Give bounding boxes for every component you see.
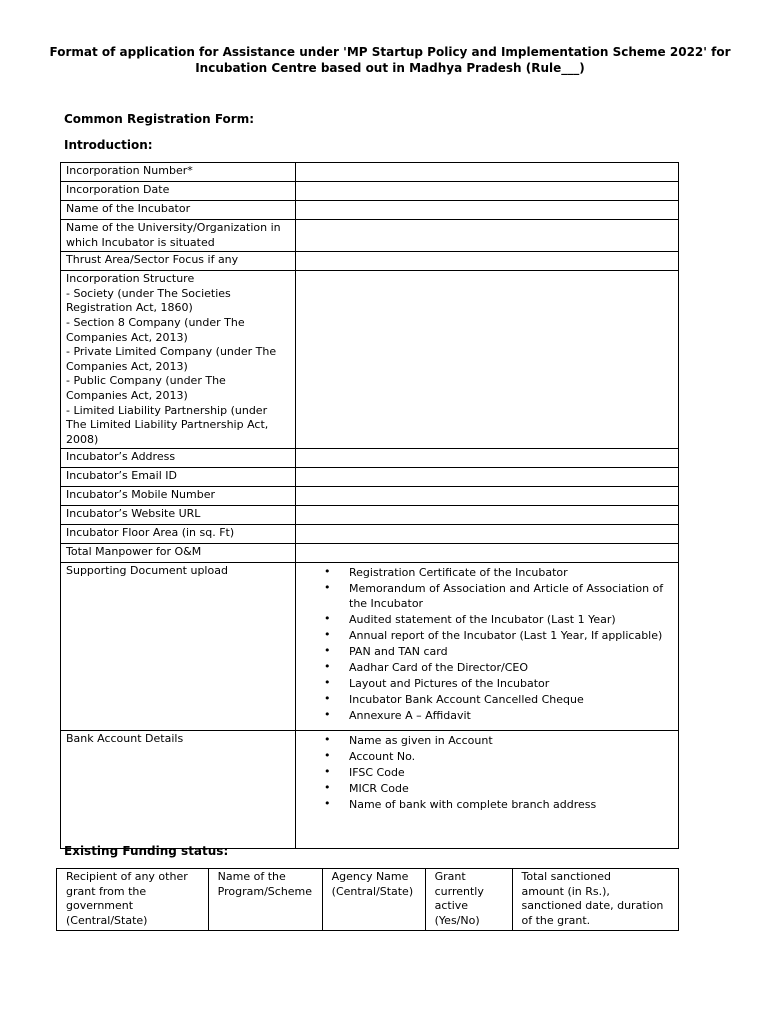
field-label: Incubator’s Address [61, 449, 296, 468]
funding-status-table [56, 868, 679, 931]
list-item-line: • Name as given in Account [349, 733, 493, 747]
field-label: Bank Account Details [61, 731, 296, 849]
column-header-line: Recipient of any other [66, 870, 188, 883]
list-item-line: • Annual report of the Incubator (Last 1 Year, If applicable) [349, 628, 663, 642]
field-label [61, 271, 296, 449]
list-item-line: • Name of bank with complete branch address [349, 797, 597, 811]
column-header-line: Total sanctioned [521, 870, 611, 883]
field-label-line: 2008) [66, 432, 99, 446]
field-label-line: The Limited Liability Partnership Act, [66, 418, 269, 432]
field-value-cell[interactable] [296, 525, 679, 544]
field-value-cell[interactable] [296, 468, 679, 487]
list-item [349, 564, 673, 580]
column-header-line: (Central/State) [66, 913, 148, 927]
field-value-cell[interactable] [296, 271, 679, 449]
column-header-line: of the grant. [521, 913, 591, 927]
title-line-2: Incubation Centre based out in Madhya Pradesh (Rule___) [195, 61, 585, 75]
table-row [61, 506, 679, 525]
table-row [61, 487, 679, 506]
list-item-line: the Incubator [349, 596, 424, 610]
list-item-line: • Layout and Pictures of the Incubator [349, 676, 550, 690]
field-label: Incubator’s Email ID [61, 468, 296, 487]
field-label: Incubator Floor Area (in sq. Ft) [61, 525, 296, 544]
field-value-cell[interactable] [296, 544, 679, 563]
column-header-line: (Central/State) [331, 884, 414, 898]
list-item-line: • MICR Code [349, 781, 409, 795]
list-item-line: • IFSC Code [349, 765, 405, 779]
list-item-line: • Account No. [349, 749, 416, 763]
field-label: Incubator’s Website URL [61, 506, 296, 525]
column-header-line: Program/Scheme [217, 884, 313, 898]
list-item-line: • Audited statement of the Incubator (Last 1 Year) [349, 612, 616, 626]
column-header-line: sanctioned date, duration [521, 899, 664, 913]
column-header-line: active [434, 899, 469, 913]
list-item [349, 643, 673, 659]
column-header [208, 869, 322, 931]
field-label-line: Companies Act, 2013) [66, 388, 188, 402]
field-label-line: Companies Act, 2013) [66, 330, 188, 344]
table-row [61, 220, 679, 252]
column-header-line: Name of the [217, 870, 286, 883]
table-row [61, 182, 679, 201]
list-item [349, 659, 673, 675]
field-label-line: - Public Company (under The [66, 374, 226, 388]
introduction-table [60, 162, 679, 849]
common-registration-heading: Common Registration Form: [64, 112, 254, 126]
column-header-line: Grant [434, 870, 466, 883]
list-item [349, 675, 673, 691]
field-value-cell[interactable] [296, 182, 679, 201]
bullet-list [301, 732, 673, 812]
field-label-line: Registration Act, 1860) [66, 301, 193, 315]
list-item-line: • Aadhar Card of the Director/CEO [349, 660, 529, 674]
field-value-cell[interactable] [296, 506, 679, 525]
list-item [349, 764, 673, 780]
field-label: Total Manpower for O&M [61, 544, 296, 563]
introduction-heading: Introduction: [64, 138, 153, 152]
table-row [61, 525, 679, 544]
column-header-line: government [66, 899, 134, 913]
field-value-cell[interactable] [296, 252, 679, 271]
field-label: Incorporation Number* [61, 163, 296, 182]
list-item [349, 748, 673, 764]
field-label: Thrust Area/Sector Focus if any [61, 252, 296, 271]
list-item [349, 780, 673, 796]
table-row [61, 449, 679, 468]
document-list-cell [296, 563, 679, 731]
field-value-cell[interactable] [296, 487, 679, 506]
list-item [349, 732, 673, 748]
list-item [349, 707, 673, 723]
document-list-cell [296, 731, 679, 849]
column-header-line: grant from the [66, 884, 147, 898]
field-label: Supporting Document upload [61, 563, 296, 731]
column-header-line: Agency Name [331, 870, 409, 883]
list-item [349, 627, 673, 643]
table-row [61, 271, 679, 449]
field-label-line: - Private Limited Company (under The [66, 345, 277, 359]
field-label-line: - Limited Liability Partnership (under [66, 403, 268, 417]
table-row [61, 163, 679, 182]
bullet-list [301, 564, 673, 723]
list-item-line: • Incubator Bank Account Cancelled Cheque [349, 692, 584, 706]
table-row [61, 563, 679, 731]
table-row [61, 544, 679, 563]
list-item-line: • Annexure A – Affidavit [349, 708, 471, 722]
column-header-line: amount (in Rs.), [521, 884, 610, 898]
field-label: Incubator’s Mobile Number [61, 487, 296, 506]
field-label-line: - Society (under The Societies [66, 286, 231, 300]
column-header [425, 869, 512, 931]
field-label-line: which Incubator is situated [66, 235, 215, 249]
list-item [349, 611, 673, 627]
field-value-cell[interactable] [296, 201, 679, 220]
funding-header-row [57, 869, 679, 931]
table-row [61, 201, 679, 220]
table-row [61, 252, 679, 271]
column-header-line: currently [434, 884, 484, 898]
list-item [349, 691, 673, 707]
list-item-line: • Registration Certificate of the Incubator [349, 565, 568, 579]
column-header [57, 869, 209, 931]
field-label: Incorporation Date [61, 182, 296, 201]
list-item [349, 796, 673, 812]
table-row [61, 731, 679, 849]
field-label-line: Incorporation Structure [66, 272, 195, 286]
column-header-line: (Yes/No) [434, 913, 480, 927]
column-header [322, 869, 425, 931]
list-item [349, 580, 673, 611]
field-value-cell[interactable] [296, 220, 679, 252]
document-title [40, 44, 740, 76]
field-label-line: - Section 8 Company (under The [66, 315, 245, 329]
list-item-line: • Memorandum of Association and Article of Association of [349, 581, 664, 595]
list-item-line: • PAN and TAN card [349, 644, 448, 658]
field-value-cell[interactable] [296, 449, 679, 468]
title-line-1: Format of application for Assistance under 'MP Startup Policy and Implementation Scheme 2022' for [49, 45, 731, 59]
field-label-line: Name of the University/Organization in [66, 221, 281, 234]
field-label-line: Companies Act, 2013) [66, 359, 188, 373]
column-header [512, 869, 679, 931]
field-label: Name of the Incubator [61, 201, 296, 220]
table-row [61, 468, 679, 487]
field-label [61, 220, 296, 252]
existing-funding-heading: Existing Funding status: [64, 844, 229, 858]
field-value-cell[interactable] [296, 163, 679, 182]
